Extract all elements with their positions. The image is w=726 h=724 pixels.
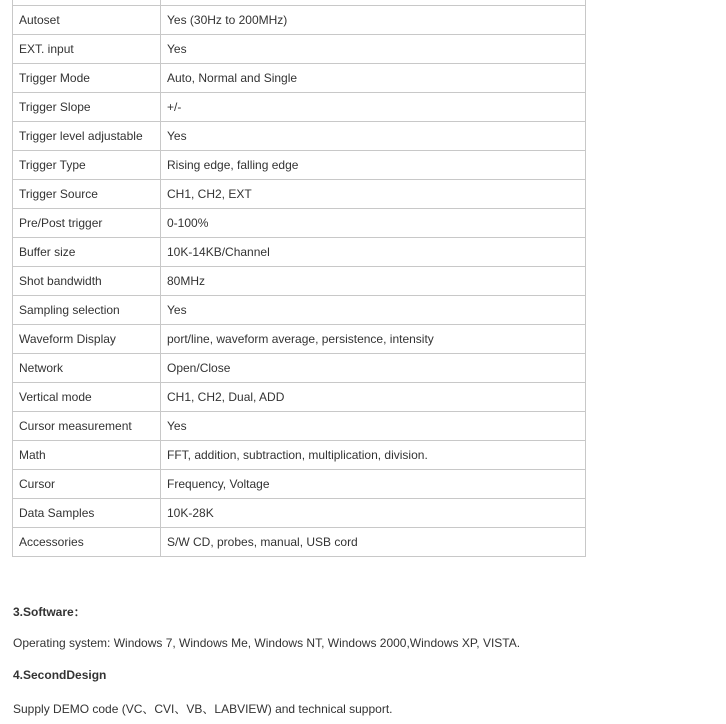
table-row — [13, 180, 586, 209]
spec-label-cell: Trigger Slope — [13, 93, 161, 122]
spec-value-cell: CH1, CH2, EXT — [161, 180, 586, 209]
table-row — [13, 93, 586, 122]
spec-label-cell: Cursor measurement — [13, 412, 161, 441]
spec-value-cell: Yes — [161, 412, 586, 441]
table-row — [13, 470, 586, 499]
table-row — [13, 6, 586, 35]
spec-label-cell: Network — [13, 354, 161, 383]
spec-value-cell: 10K-14KB/Channel — [161, 238, 586, 267]
spec-value-cell: 10K-28K — [161, 499, 586, 528]
spec-value-cell: Yes (30Hz to 200MHz) — [161, 6, 586, 35]
spec-value-cell: Yes — [161, 122, 586, 151]
table-row — [13, 354, 586, 383]
table-row — [13, 499, 586, 528]
spec-value-cell: Rising edge, falling edge — [161, 151, 586, 180]
spec-label-cell: Pre/Post trigger — [13, 209, 161, 238]
spec-label-cell: Trigger Type — [13, 151, 161, 180]
spec-value-cell: Yes — [161, 296, 586, 325]
table-row — [13, 412, 586, 441]
spec-label-cell: Trigger Mode — [13, 64, 161, 93]
spec-label-cell: Trigger level adjustable — [13, 122, 161, 151]
spec-table — [12, 0, 586, 557]
spec-value-cell: Yes — [161, 35, 586, 64]
table-row — [13, 238, 586, 267]
spec-label-cell: Accessories — [13, 528, 161, 557]
spec-value-cell: port/line, waveform average, persistence, intensity — [161, 325, 586, 354]
spec-label-cell: Waveform Display — [13, 325, 161, 354]
spec-value-cell: +/- — [161, 93, 586, 122]
spec-label-cell: Vertical mode — [13, 383, 161, 412]
second-design-text: Supply DEMO code (VC、CVI、VB、LABVIEW) and technical support. — [13, 702, 393, 716]
spec-value-cell: Auto, Normal and Single — [161, 64, 586, 93]
table-row — [13, 325, 586, 354]
spec-label-cell: EXT. input — [13, 35, 161, 64]
spec-value-cell: 80MHz — [161, 267, 586, 296]
spec-label-cell: Sampling selection — [13, 296, 161, 325]
spec-value-cell: 0-100% — [161, 209, 586, 238]
software-text: Operating system: Windows 7, Windows Me, Windows NT, Windows 2000,Windows XP, VISTA. — [13, 636, 521, 650]
table-row — [13, 122, 586, 151]
second-design-heading: 4.SecondDesign — [13, 668, 107, 682]
table-row — [13, 528, 586, 557]
spec-table-body — [13, 0, 586, 557]
table-row — [13, 296, 586, 325]
table-row — [13, 209, 586, 238]
spec-label-cell: Shot bandwidth — [13, 267, 161, 296]
spec-label-cell: Autoset — [13, 6, 161, 35]
spec-value-cell: S/W CD, probes, manual, USB cord — [161, 528, 586, 557]
spec-label-cell: Cursor — [13, 470, 161, 499]
spec-value-cell: FFT, addition, subtraction, multiplication, division. — [161, 441, 586, 470]
spec-label-cell: Data Samples — [13, 499, 161, 528]
table-row — [13, 151, 586, 180]
table-row — [13, 383, 586, 412]
software-heading: 3.Software： — [13, 605, 86, 619]
table-row — [13, 35, 586, 64]
spec-value-cell: Open/Close — [161, 354, 586, 383]
spec-value-cell: Frequency, Voltage — [161, 470, 586, 499]
table-row — [13, 441, 586, 470]
spec-label-cell: Trigger Source — [13, 180, 161, 209]
table-row — [13, 267, 586, 296]
spec-label-cell: Math — [13, 441, 161, 470]
table-row — [13, 64, 586, 93]
spec-label-cell: Buffer size — [13, 238, 161, 267]
spec-value-cell: CH1, CH2, Dual, ADD — [161, 383, 586, 412]
